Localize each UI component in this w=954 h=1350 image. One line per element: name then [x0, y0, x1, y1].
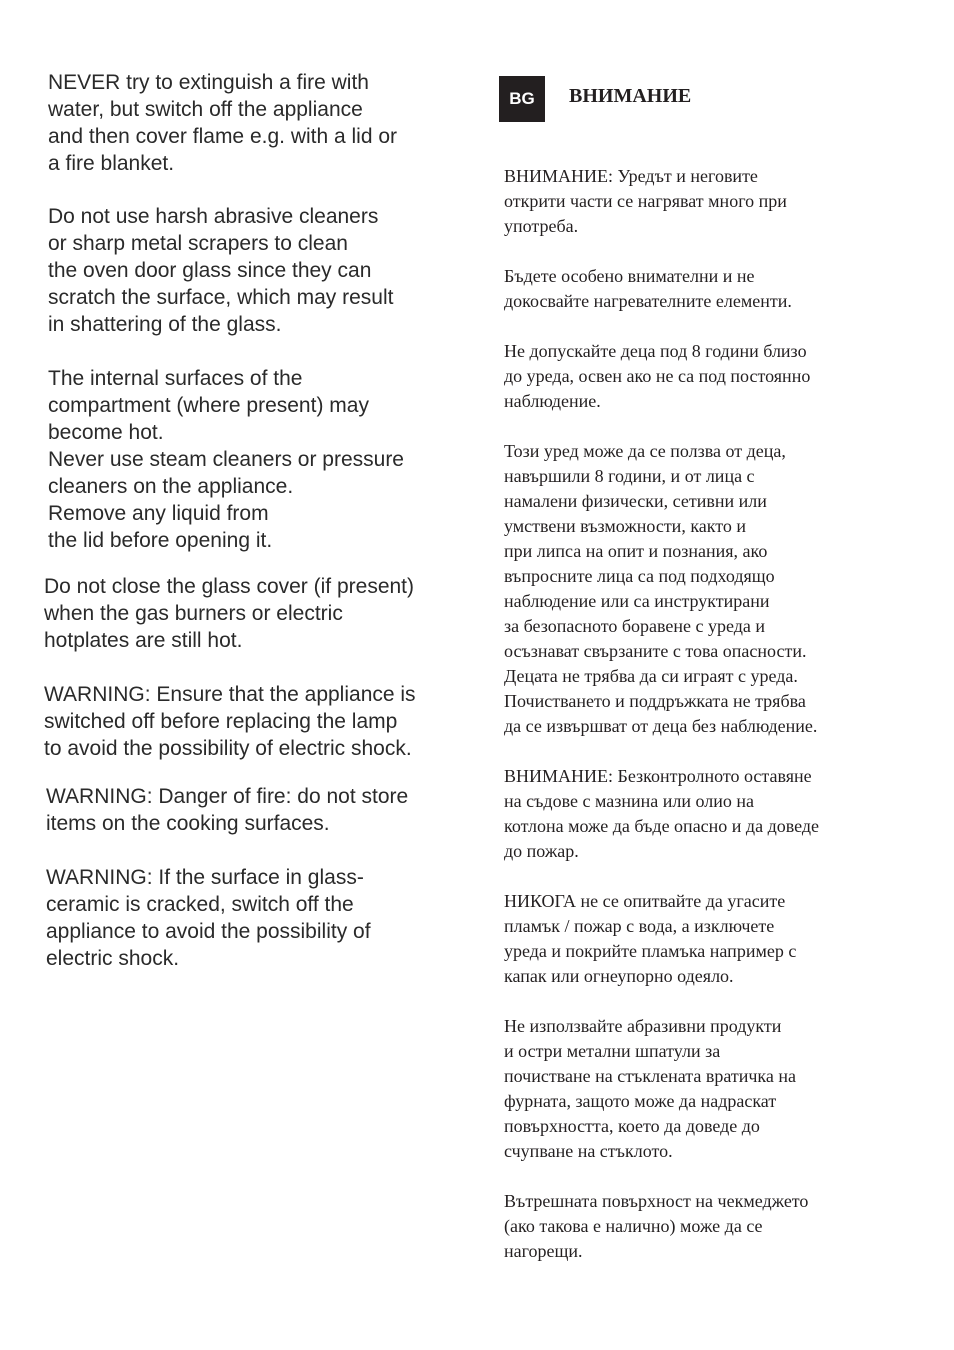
bg-usage-by-children-paragraph: Този уред може да се ползва от деца, навършили 8 години, и от лица с намалени физически, сетивни или умствени възможности, както и при липса на опит и познания, ако въпросните лица са под подходящо наблюдение или са инструктирани за безопасното боравене с уреда и осъзнават свързаните с това опасности. Децата не трябва да си играят с уреда. Почистването и поддръжката не трябва да се извършват от деца без наблюдение. — [504, 441, 818, 736]
en-glass-ceramic-warning-paragraph: WARNING: If the surface in glass- ceramic is cracked, switch off the appliance to avoid the possibility of electric shock. — [46, 866, 371, 970]
section-heading: ВНИМАНИЕ — [569, 85, 692, 107]
bg-abrasive-products-paragraph: Не използвайте абразивни продукти и остри метални шпатули за почистване на стъклената вратичка на фурната, защото може да надраскат повърхността, което да доведе до счупване на стъклото. — [504, 1016, 796, 1161]
en-lamp-warning-paragraph: WARNING: Ensure that the appliance is switched off before replacing the lamp to avoid the possibility of electric shock. — [44, 683, 416, 760]
bg-drawer-surface-paragraph: Вътрешната повърхност на чекмеджето (ако такова е налично) може да се нагорещи. — [504, 1191, 809, 1261]
bg-fire-water-paragraph: НИКОГА не се опитвайте да угасите пламък / пожар с вода, а изключете уреда и покрийте пламъка например с капак или огнеупорно одеяло. — [504, 891, 797, 986]
language-badge: BG — [499, 76, 545, 122]
bg-children-under-8-paragraph: Не допускайте деца под 8 години близо до уреда, освен ако не са под постоянно наблюдение. — [504, 341, 811, 411]
bg-heating-elements-paragraph: Бъдете особено внимателни и не докосвайте нагревателните елементи. — [504, 266, 792, 311]
en-abrasive-cleaners-paragraph: Do not use harsh abrasive cleaners or sharp metal scrapers to clean the oven door glass since they can scratch the surface, which may result in shattering of the glass. — [48, 205, 394, 336]
en-internal-surfaces-paragraph: The internal surfaces of the compartment (where present) may become hot. Never use steam cleaners or pressure cleaners on the appliance. Remove any liquid from the lid before opening it. — [48, 367, 404, 552]
en-fire-water-paragraph: NEVER try to extinguish a fire with water, but switch off the appliance and then cover flame e.g. with a lid or a fire blanket. — [48, 71, 398, 175]
bg-unattended-oil-paragraph: ВНИМАНИЕ: Безконтролното оставяне на съдове с мазнина или олио на котлона може да бъде опасно и да доведе до пожар. — [504, 766, 820, 861]
en-fire-danger-warning-paragraph: WARNING: Danger of fire: do not store items on the cooking surfaces. — [46, 785, 409, 835]
en-glass-cover-paragraph: Do not close the glass cover (if present) when the gas burners or electric hotplates are still hot. — [44, 575, 415, 652]
bg-hot-parts-paragraph: ВНИМАНИЕ: Уредът и неговите открити части се нагряват много при употреба. — [504, 166, 787, 236]
